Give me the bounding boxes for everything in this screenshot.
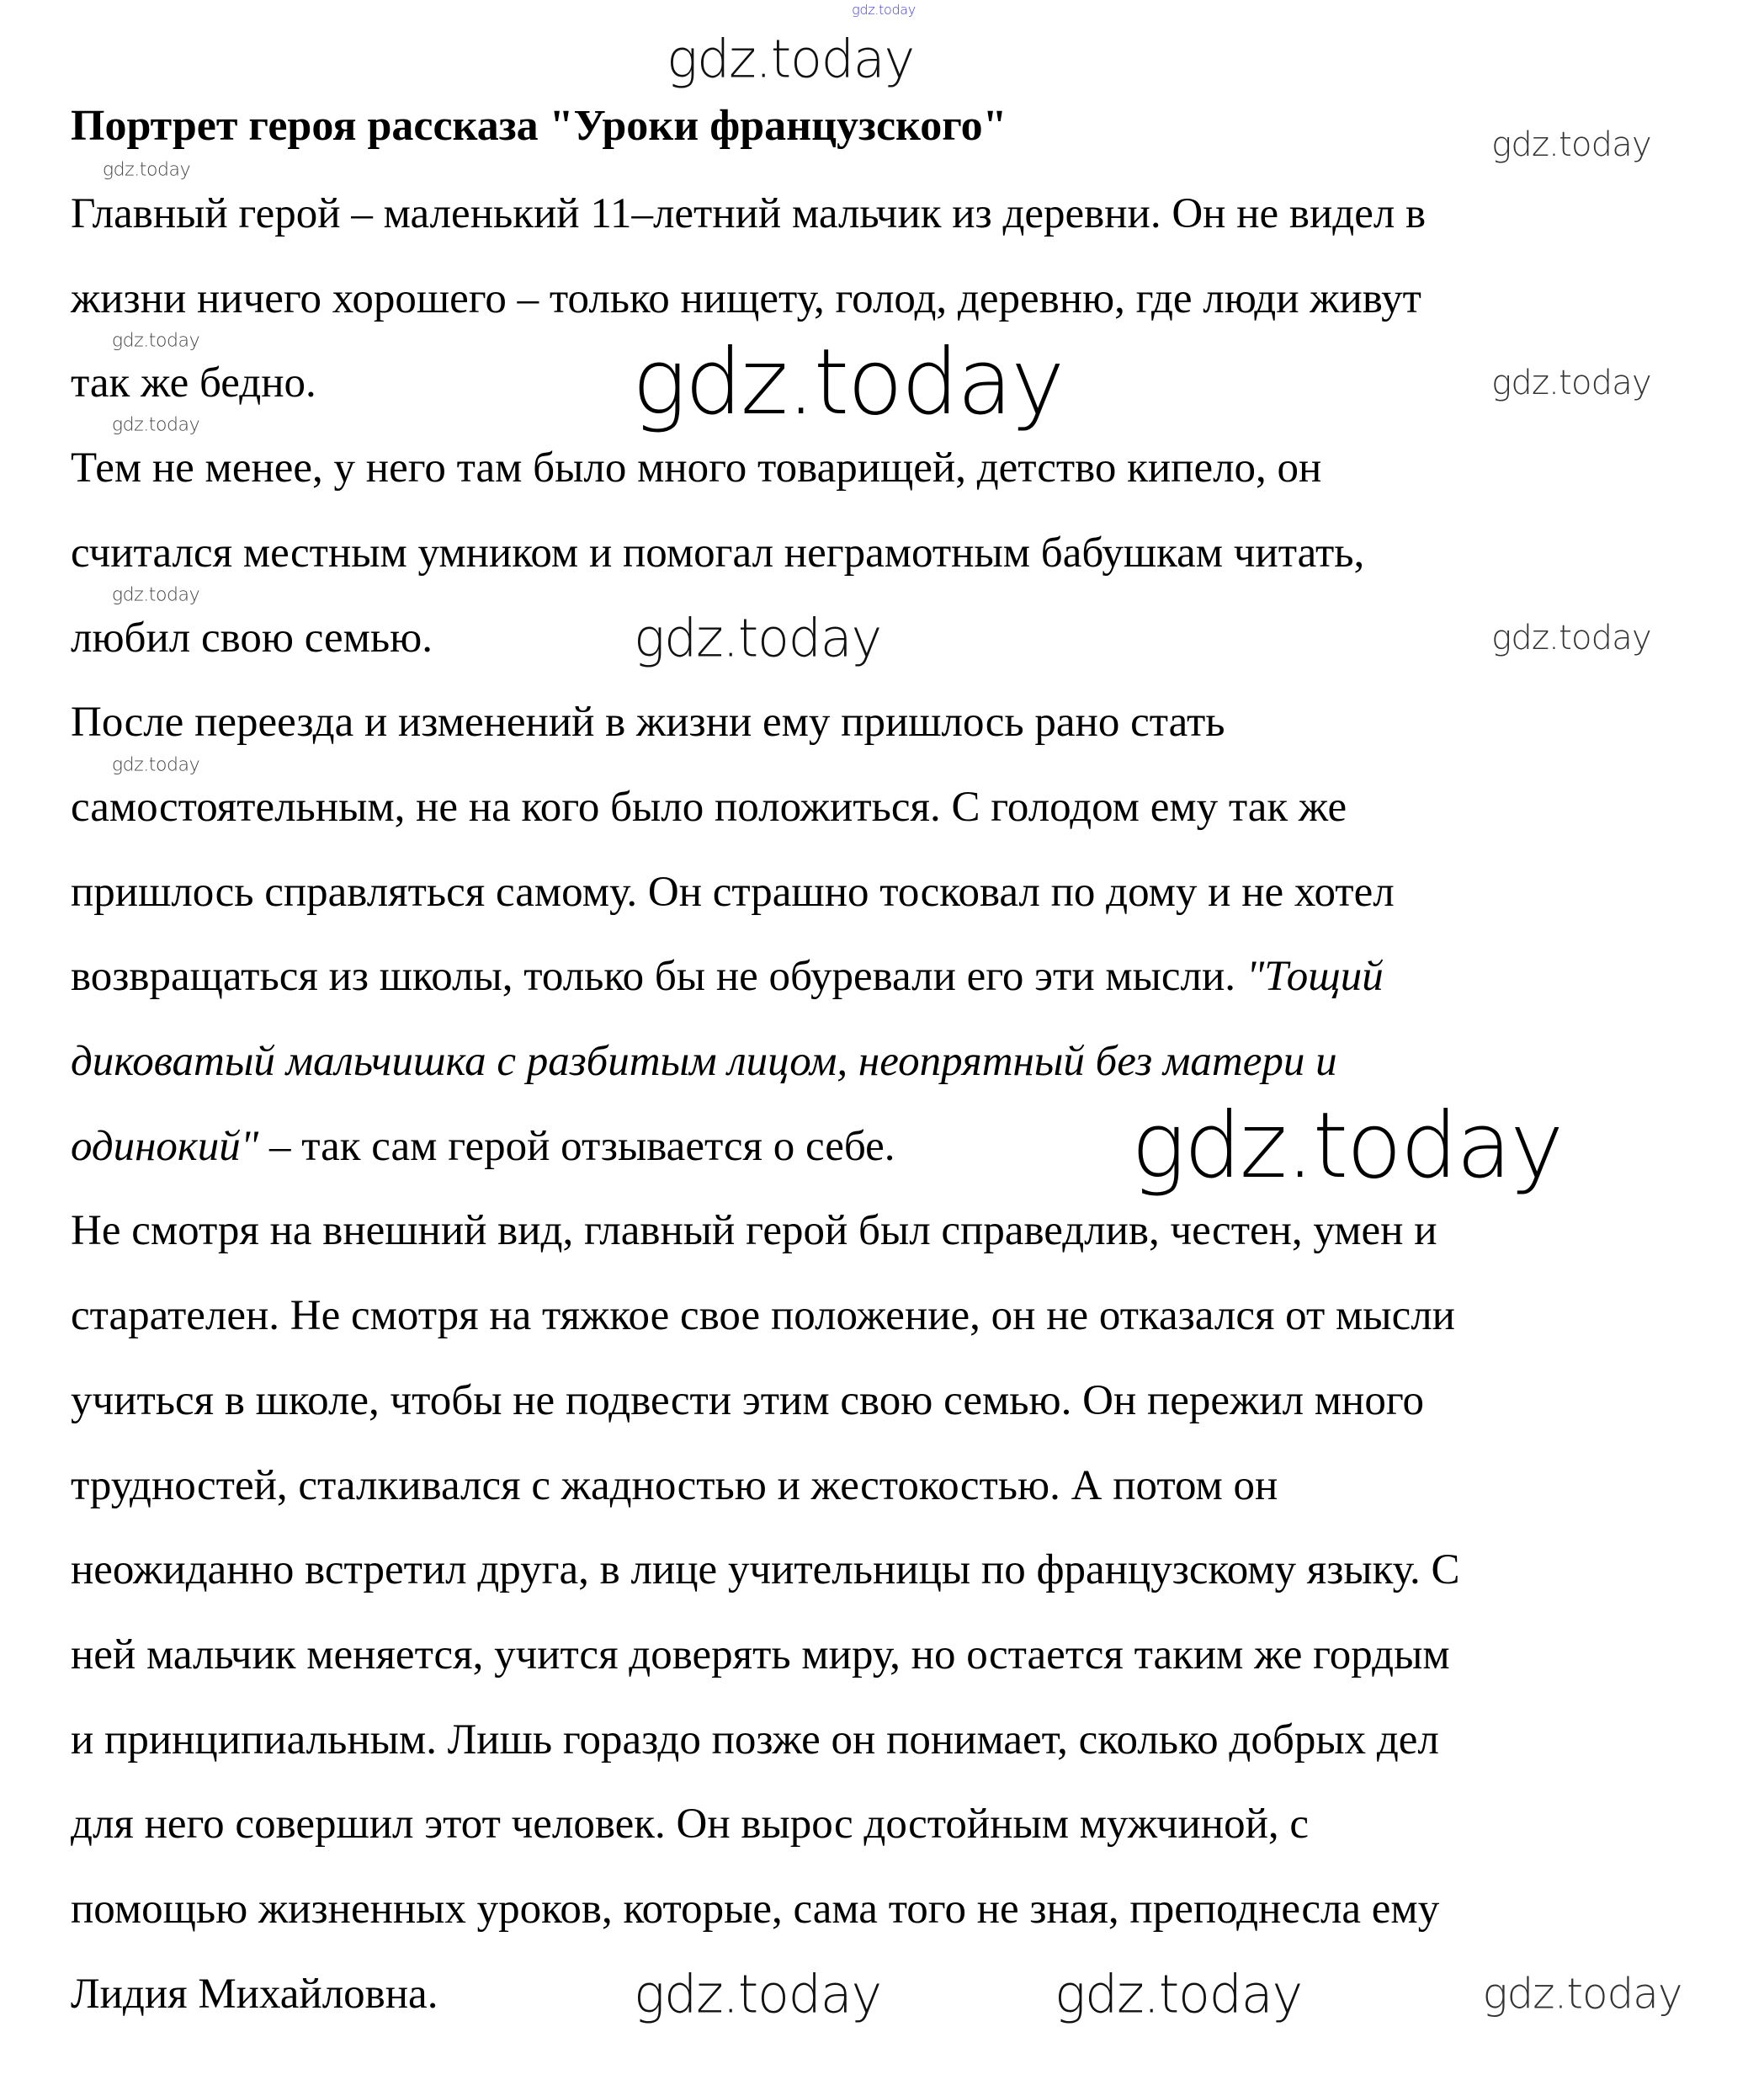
watermark: gdz.today bbox=[634, 1963, 881, 2025]
watermark: gdz.today bbox=[111, 414, 200, 436]
text-segment: Главный герой – маленький 11–летний мальчик из деревни. Он не видел в bbox=[71, 190, 1427, 237]
watermark: gdz.today bbox=[111, 330, 200, 352]
watermark: gdz.today bbox=[667, 28, 914, 90]
text-segment: пришлось справляться самому. Он страшно тосковал по дому и не хотел bbox=[71, 868, 1395, 916]
watermark: gdz.today bbox=[111, 584, 200, 606]
text-segment: Тем не менее, у него там было много товарищей, детство кипело, он bbox=[71, 444, 1322, 492]
watermark: gdz.today bbox=[1491, 125, 1651, 164]
text-segment: ней мальчик меняется, учится доверять миру, но остается таким же гордым bbox=[71, 1630, 1450, 1678]
text-segment: самостоятельным, не на кого было положиться. С голодом ему так же bbox=[71, 783, 1347, 831]
text-line bbox=[71, 1545, 1460, 1595]
watermark: gdz.today bbox=[111, 754, 200, 776]
text-line bbox=[71, 613, 433, 663]
page-title: Портрет героя рассказа "Уроки французского" bbox=[71, 102, 1007, 150]
text-segment: учиться в школе, чтобы не подвести этим свою семью. Он пережил много bbox=[71, 1376, 1424, 1424]
text-line bbox=[71, 189, 1426, 239]
text-segment: возвращаться из школы, только бы не обуревали его эти мысли. bbox=[71, 953, 1246, 1001]
text-line bbox=[71, 1460, 1278, 1511]
text-line bbox=[71, 1036, 1337, 1087]
text-segment: так же бедно. bbox=[71, 359, 316, 407]
quote-text: диковатый мальчишка с разбитым лицом, неопрятный без матери и bbox=[71, 1038, 1337, 1085]
text-line bbox=[71, 1715, 1439, 1765]
text-segment: Не смотря на внешний вид, главный герой был справедлив, честен, умен и bbox=[71, 1207, 1437, 1255]
watermark: gdz.today bbox=[1055, 1963, 1302, 2025]
watermark: gdz.today bbox=[631, 329, 1064, 435]
text-segment: После переезда и изменений в жизни ему пришлось рано стать bbox=[71, 699, 1225, 747]
text-line bbox=[71, 1884, 1439, 1934]
watermark: gdz.today bbox=[1491, 364, 1651, 402]
text-segment: жизни ничего хорошего – только нищету, голод, деревню, где люди живут bbox=[71, 274, 1421, 322]
text-segment: – так сам герой отзывается о себе. bbox=[258, 1122, 895, 1170]
watermark: gdz.today bbox=[852, 1, 916, 18]
quote-text: одинокий" bbox=[71, 1122, 259, 1170]
text-segment: неожиданно встретил друга, в лице учительницы по французскому языку. С bbox=[71, 1546, 1460, 1594]
text-segment: считался местным умником и помогал неграмотным бабушкам читать, bbox=[71, 529, 1365, 577]
watermark: gdz.today bbox=[102, 159, 191, 181]
text-line bbox=[71, 358, 316, 408]
quote-text: "Тощий bbox=[1246, 953, 1384, 1001]
text-line bbox=[71, 528, 1364, 578]
text-segment: старателен. Не смотря на тяжкое свое положение, он не отказался от мысли bbox=[71, 1292, 1455, 1340]
text-segment: любил свою семью. bbox=[71, 614, 433, 662]
text-segment: помощью жизненных уроков, которые, сама того не зная, преподнесла ему bbox=[71, 1886, 1440, 1933]
text-segment: и принципиальным. Лишь гораздо позже он понимает, сколько добрых дел bbox=[71, 1716, 1439, 1763]
watermark: gdz.today bbox=[634, 607, 881, 669]
text-line bbox=[71, 697, 1225, 747]
text-line bbox=[71, 1969, 438, 2019]
text-line bbox=[71, 1290, 1455, 1341]
text-segment: Лидия Михайловна. bbox=[71, 1970, 438, 2018]
text-line bbox=[71, 782, 1347, 833]
text-line bbox=[71, 274, 1421, 324]
text-line bbox=[71, 951, 1384, 1002]
watermark: gdz.today bbox=[1491, 619, 1651, 657]
text-segment: трудностей, сталкивался с жадностью и жестокостью. А потом он bbox=[71, 1461, 1278, 1509]
text-segment: для него совершил этот человек. Он вырос достойным мужчиной, с bbox=[71, 1801, 1310, 1849]
text-line bbox=[71, 1630, 1450, 1680]
text-line bbox=[71, 443, 1321, 493]
watermark: gdz.today bbox=[1482, 1969, 1682, 2019]
watermark: gdz.today bbox=[1130, 1093, 1563, 1199]
text-line bbox=[71, 1121, 895, 1172]
text-line bbox=[71, 867, 1395, 918]
text-line bbox=[71, 1799, 1309, 1849]
text-line bbox=[71, 1205, 1437, 1256]
text-line bbox=[71, 1375, 1424, 1426]
